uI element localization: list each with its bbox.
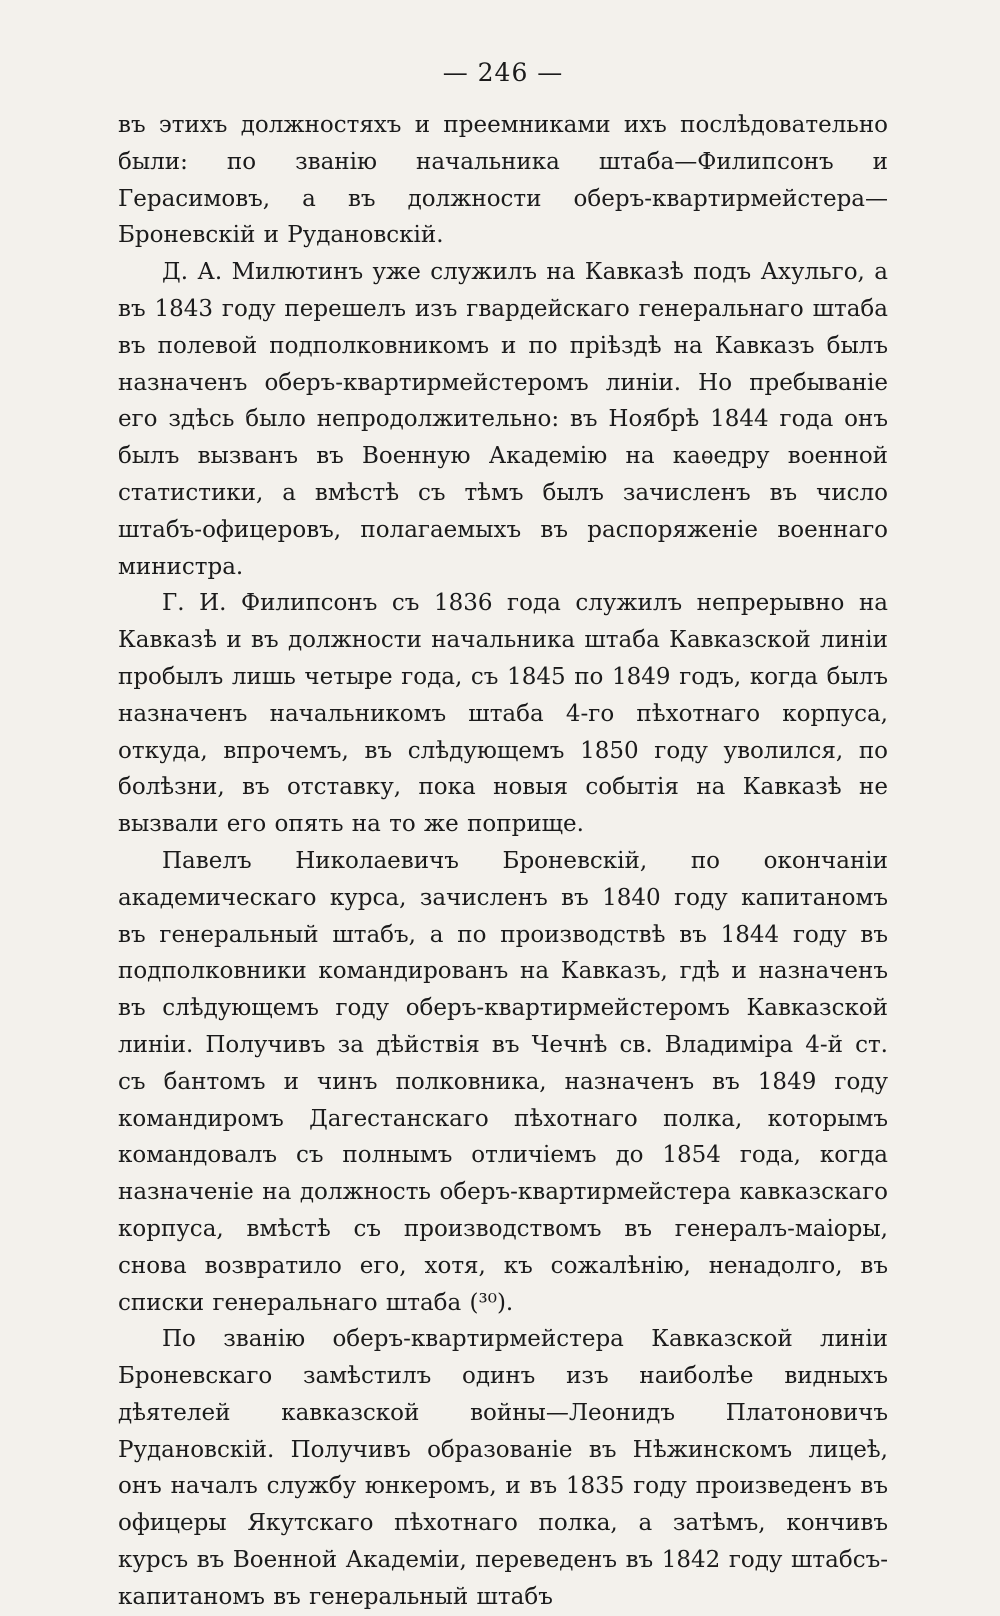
paragraph-3: Г. И. Филипсонъ съ 1836 года служилъ непрерывно на Кавказѣ и въ должности начальника штаба Кавказской линіи пробылъ лишь четыре года, съ 1845 по 1849 годъ, когда былъ назначенъ начальникомъ штаба 4-го пѣхотнаго корпуса, откуда, впрочемъ, въ слѣдующемъ 1850 году уволился, по болѣзни, въ отставку, пока новыя событія на Кавказѣ не вызвали его опять на то же поприще. — [118, 590, 888, 838]
paragraph-2: Д. А. Милютинъ уже служилъ на Кавказѣ подъ Ахульго, а въ 1843 году перешелъ изъ гвардейскаго генеральнаго штаба въ полевой подполковникомъ и по пріѣздѣ на Кавказъ былъ назначенъ оберъ-квартирмейстеромъ линіи. Но пребываніе его здѣсь было непродолжительно: въ Ноябрѣ 1844 года онъ былъ вызванъ въ Военную Академію на каѳедру военной статистики, а вмѣстѣ съ тѣмъ былъ зачисленъ въ число штабъ-офицеровъ, полагаемыхъ въ распоряженіе военнаго министра. — [118, 259, 888, 580]
page-number: — 246 — — [442, 58, 564, 87]
paragraph-4: Павелъ Николаевичъ Броневскій, по окончаніи академическаго курса, зачисленъ въ 1840 году капитаномъ въ генеральный штабъ, а по производствѣ въ 1844 году въ подполковники командированъ на Кавказъ, гдѣ и назначенъ въ слѣдующемъ году оберъ-квартирмейстеромъ Кавказской линіи. Получивъ за дѣйствія въ Чечнѣ св. Владиміра 4-й ст. съ бантомъ и чинъ полковника, назначенъ въ 1849 году командиромъ Дагестанскаго пѣхотнаго полка, которымъ командовалъ съ полнымъ отличіемъ до 1854 года, когда назначеніе на должность оберъ-квартирмейстера кавказскаго корпуса, вмѣстѣ съ производствомъ въ генералъ-маіоры, снова возвратило его, хотя, къ сожалѣнію, ненадолго, въ списки генеральнаго штаба (³⁰). — [118, 847, 888, 1316]
paragraph-1: въ этихъ должностяхъ и преемниками ихъ послѣдовательно были: по званію начальника штаба—Филипсонъ и Герасимовъ, а въ должности оберъ-квартирмейстера—Броневскій и Рудановскій. — [118, 112, 888, 249]
paragraph-5: По званію оберъ-квартирмейстера Кавказской линіи Броневскаго замѣстилъ одинъ изъ наиболѣе видныхъ дѣятелей кавказской войны—Леонидъ Платоновичъ Рудановскій. Получивъ образованіе въ Нѣжинскомъ лицеѣ, онъ началъ службу юнкеромъ, и въ 1835 году произведенъ въ офицеры Якутскаго пѣхотнаго полка, а затѣмъ, кончивъ курсъ въ Военной Академіи, переведенъ въ 1842 году штабсъ-капитаномъ въ генеральный штабъ — [118, 1326, 888, 1610]
